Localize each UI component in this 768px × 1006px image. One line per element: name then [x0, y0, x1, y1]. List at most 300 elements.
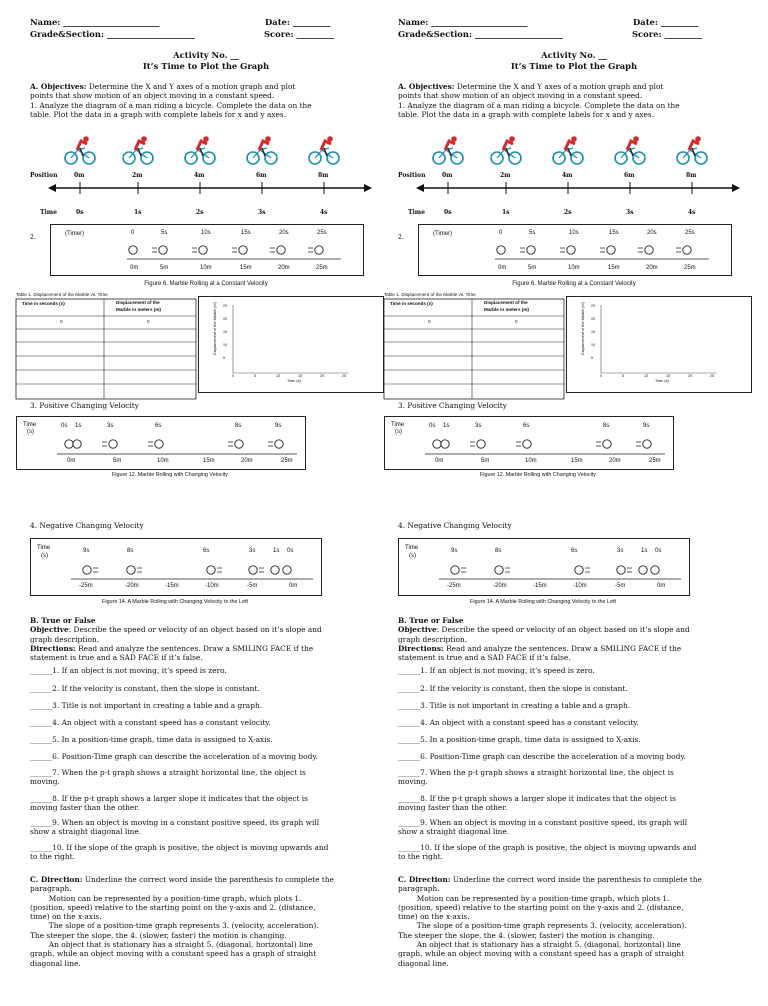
section4-heading: 4. Negative Changing Velocity	[30, 521, 144, 530]
figure6-distance: 25m	[316, 265, 328, 271]
figure12-distance: 10m	[157, 458, 169, 464]
figure12-time: 1s	[443, 423, 450, 429]
true-false-item: ______8. If the p-t graph shows a larger slope it indicates that the object is	[30, 794, 308, 803]
true-false-item: ______7. When the p-t graph shows a straight horizontal line, the object is	[30, 768, 306, 777]
time-label: Time	[408, 209, 425, 216]
graph-ylabel: Displacement of the Marble (m)	[213, 302, 217, 355]
figure12-distance: 25m	[281, 458, 293, 464]
motion-lines-icon	[217, 568, 222, 572]
section-c: C. Direction: Underline the correct word inside the parenthesis to complete the paragraph. Motion can be represented by a position-time graph, which plots 1. (position, speed) relative to the starting point on the y-axis and 2. (distance, time) on the x-axis. The slope of a position-time graph represents 3. (velocity, acceleration). The steeper the slope, the 4. (slower, faster) the motion is changing. An object that is stationary has a straight 5. (diagonal, horizontal) line graph, while an object moving with a constant speed has a graph of straight diagonal line.	[398, 875, 750, 968]
figure14-distance: -5m	[247, 583, 258, 589]
s3-time-unit: (s)	[27, 429, 34, 435]
marble-icon	[315, 246, 323, 254]
figure6-time: 15s	[241, 230, 251, 236]
objectives-heading: A. Objectives:	[398, 82, 455, 91]
cyclist-icon	[433, 136, 463, 164]
figure14-time: 6s	[203, 548, 210, 554]
objectives: A. Objectives: Determine the X and Y axes of a motion graph and plot points that show motion of an object moving in a constant speed. 1. Analyze the diagram of a man riding a bicycle. Complete the data on the table. Plot the data in a graph with complete labels for x and y axes.	[398, 82, 680, 119]
date-field: Date: _________	[633, 17, 699, 27]
section-c-line: Motion can be represented by a position-time graph, which plots 1.	[398, 893, 670, 903]
graph-ylabel: Displacement of the Marble (m)	[581, 302, 585, 355]
section-c-line: Motion can be represented by a position-time graph, which plots 1.	[30, 893, 302, 903]
figure12-time: 0s	[429, 423, 436, 429]
section-c-line: time) on the x-axis.	[398, 912, 470, 922]
true-false-item: show a straight diagonal line.	[398, 827, 510, 836]
figure12-time: 8s	[603, 423, 610, 429]
marble-icon	[65, 440, 73, 448]
figure6-time: 0	[131, 230, 135, 236]
section-c-line: An object that is stationary has a straight 5. (diagonal, horizontal) line	[30, 940, 313, 950]
marble-icon	[683, 246, 691, 254]
score-field: Score: _________	[264, 29, 335, 39]
figure14-distance: -25m	[79, 583, 93, 589]
true-false-item: to the right.	[398, 852, 443, 861]
section-c-line: paragraph.	[398, 884, 440, 894]
time-value: 1s	[502, 209, 510, 216]
axis-arrow-left	[416, 184, 424, 192]
section3-heading: 3. Positive Changing Velocity	[30, 401, 139, 410]
s4-time-unit: (s)	[409, 553, 416, 559]
cyclist-icon	[247, 136, 277, 164]
table1-grid	[16, 299, 196, 399]
figure12-distance: 25m	[649, 458, 661, 464]
table1-col2a: Displacement of the	[116, 300, 160, 305]
worksheet-right	[384, 0, 750, 1006]
activity-number: Activity No. __	[541, 50, 607, 60]
marble-icon	[199, 246, 207, 254]
figure12-distance: 0m	[67, 458, 76, 464]
true-false-item: ______2. If the velocity is constant, then the slope is constant.	[30, 684, 260, 693]
position-value: 8m	[686, 172, 697, 179]
motion-lines-icon	[470, 442, 475, 446]
true-false-item: to the right.	[30, 852, 75, 861]
figure6-time: 5s	[161, 230, 168, 236]
s4-time-unit: (s)	[41, 553, 48, 559]
position-value: 0m	[74, 172, 85, 179]
motion-lines-icon	[232, 248, 237, 252]
motion-lines-icon	[148, 442, 153, 446]
objectives: A. Objectives: Determine the X and Y axes of a motion graph and plot points that show motion of an object moving in a constant speed. 1. Analyze the diagram of a man riding a bicycle. Complete the data on the table. Plot the data in a graph with complete labels for x and y axes.	[30, 82, 312, 119]
marble-icon	[441, 440, 449, 448]
section-b: B. True or False Objective: Describe the speed or velocity of an object based on it’s slope and graph description. Directions: Read and analyze the sentences. Draw a SMILING FACE if the statement is true and a SAD FACE if it’s false.	[30, 616, 382, 662]
activity-title: It’s Time to Plot the Graph	[510, 61, 638, 71]
true-false-item: ______5. In a position-time graph, time data is assigned to X-axis.	[398, 735, 641, 744]
true-false-item: ______2. If the velocity is constant, then the slope is constant.	[398, 684, 628, 693]
section-c-line: An object that is stationary has a straight 5. (diagonal, horizontal) line	[398, 940, 681, 950]
figure6-distance: 15m	[608, 265, 620, 271]
marble-icon	[607, 246, 615, 254]
figure14-time: 1s	[641, 548, 648, 554]
figure6-distance: 5m	[160, 265, 169, 271]
figure14-distance: -20m	[125, 583, 139, 589]
figure6-time: 10s	[569, 230, 579, 236]
bicycle-diagram	[30, 132, 382, 224]
figure12-distance: 20m	[241, 458, 253, 464]
figure12-time: 6s	[523, 423, 530, 429]
marble-icon	[159, 246, 167, 254]
table1-col2b: Marble in meters (m)	[116, 307, 161, 312]
graph-ytick: 10	[591, 343, 595, 347]
figure14-time: 9s	[83, 548, 90, 554]
section-b: B. True or False Objective: Describe the speed or velocity of an object based on it’s slope and graph description. Directions: Read and analyze the sentences. Draw a SMILING FACE if the statement is true and a SAD FACE if it’s false.	[398, 616, 750, 662]
true-false-item: moving.	[30, 777, 60, 786]
score-field: Score: _________	[632, 29, 703, 39]
true-false-item: ______8. If the p-t graph shows a larger slope it indicates that the object is	[398, 794, 676, 803]
section-c-line: (position, speed) relative to the starting point on the y-axis and 2. (distance,	[30, 902, 316, 912]
figure12-time: 3s	[475, 423, 482, 429]
graph-xtick: 5	[622, 374, 624, 378]
time-value: 3s	[626, 209, 634, 216]
figure6-time: 10s	[201, 230, 211, 236]
position-value: 4m	[194, 172, 205, 179]
table1-cell-disp-0: 0	[515, 319, 518, 324]
figure14-caption: Figure 14. A Marble Rolling with Changing Velocity to the Left	[470, 599, 616, 605]
marble-icon	[651, 566, 659, 574]
cyclist-icon	[615, 136, 645, 164]
figure14-time: 0s	[655, 548, 662, 554]
section-c-paragraph	[398, 884, 750, 968]
figure14-distance: -20m	[493, 583, 507, 589]
graph-xtick: 0	[600, 374, 602, 378]
figure12-distance: 20m	[609, 458, 621, 464]
graph-xtick: 0	[232, 374, 234, 378]
figure14-box	[398, 538, 690, 596]
position-value: 0m	[442, 172, 453, 179]
figure14-distance: -10m	[573, 583, 587, 589]
true-false-item: ______3. Title is not important in creating a table and a graph.	[398, 701, 631, 710]
table1-col1: Time in seconds (s)	[390, 301, 433, 306]
figure12-distance: 10m	[525, 458, 537, 464]
true-false-item: ______6. Position-Time graph can describe the acceleration of a moving body.	[398, 752, 686, 761]
position-value: 6m	[256, 172, 267, 179]
marble-icon	[567, 246, 575, 254]
motion-lines-icon	[228, 442, 233, 446]
graph-xtick: 15	[298, 374, 302, 378]
figure14-box	[30, 538, 322, 596]
true-false-item: ______9. When an object is moving in a constant positive speed, its graph will	[30, 818, 320, 827]
section-b-heading: B. True or False	[398, 616, 464, 625]
graph-ytick: 20	[591, 317, 595, 321]
time-value: 1s	[134, 209, 142, 216]
figure14-time: 0s	[287, 548, 294, 554]
motion-lines-icon	[102, 442, 107, 446]
figure6-distance: 20m	[646, 265, 658, 271]
s4-time-label: Time	[405, 545, 419, 551]
figure12-time: 3s	[107, 423, 114, 429]
figure6-time: 0	[499, 230, 503, 236]
figure12-distance: 15m	[571, 458, 583, 464]
true-false-item: ______6. Position-Time graph can describe the acceleration of a moving body.	[30, 752, 318, 761]
figure12-distance: 0m	[435, 458, 444, 464]
true-false-item: ______4. An object with a constant speed has a constant velocity.	[30, 718, 271, 727]
graph-ytick: 15	[591, 330, 595, 334]
figure6-time: 25s	[317, 230, 327, 236]
axis-arrow-right	[732, 184, 740, 192]
figure14-time: 3s	[249, 548, 256, 554]
table1-cell-time-0: 0	[60, 319, 63, 324]
table1	[16, 299, 196, 399]
figure6-time: 5s	[529, 230, 536, 236]
cyclist-icon	[491, 136, 521, 164]
true-false-item: moving.	[398, 777, 428, 786]
cyclist-icon	[677, 136, 707, 164]
true-false-item: ______4. An object with a constant speed has a constant velocity.	[398, 718, 639, 727]
motion-lines-icon	[560, 248, 565, 252]
true-false-item: ______9. When an object is moving in a constant positive speed, its graph will	[398, 818, 688, 827]
marble-icon	[575, 566, 583, 574]
figure14-time: 1s	[273, 548, 280, 554]
section-c-line: (position, speed) relative to the starting point on the y-axis and 2. (distance,	[398, 902, 684, 912]
s3-time-unit: (s)	[395, 429, 402, 435]
time-value: 0s	[444, 209, 452, 216]
graph-box	[198, 296, 384, 393]
cyclist-icon	[65, 136, 95, 164]
motion-lines-icon	[93, 568, 98, 572]
position-value: 8m	[318, 172, 329, 179]
section-c-paragraph	[30, 884, 382, 968]
graph-ytick: 25	[223, 304, 227, 308]
activity-number: Activity No. __	[173, 50, 239, 60]
s3-time-label: Time	[391, 422, 405, 428]
true-false-item: ______3. Title is not important in creating a table and a graph.	[30, 701, 263, 710]
table1-caption: Table 1. Displacement of the Marble vs. Time	[384, 292, 476, 297]
figure14-time: 3s	[617, 548, 624, 554]
figure6-distance: 15m	[240, 265, 252, 271]
section-c-line: time) on the x-axis.	[30, 912, 102, 922]
table1-grid	[384, 299, 564, 399]
name-field: Name: _______________________	[30, 17, 160, 27]
motion-lines-icon	[259, 568, 264, 572]
figure12-box	[384, 416, 674, 470]
marble-icon	[83, 566, 91, 574]
figure6-box	[50, 224, 364, 276]
figure12-box	[16, 416, 306, 470]
grade-section-field: Grade&Section: _____________________	[30, 29, 195, 39]
marble-icon	[207, 566, 215, 574]
section-c-line: diagonal line.	[30, 958, 81, 968]
figure12-distance: 5m	[113, 458, 122, 464]
marble-icon	[73, 440, 81, 448]
graph-ytick: 20	[223, 317, 227, 321]
motion-lines-icon	[152, 248, 157, 252]
graph-xlabel: Time (s)	[655, 379, 669, 383]
time-value: 4s	[320, 209, 328, 216]
section-c-line: graph, while an object moving with a constant speed has a graph of straight	[398, 949, 685, 959]
motion-lines-icon	[520, 248, 525, 252]
figure12-caption: Figure 12. Marble Rolling with Changing Velocity	[112, 472, 228, 478]
marble-icon	[603, 440, 611, 448]
figure6-distance: 10m	[568, 265, 580, 271]
marble-icon	[433, 440, 441, 448]
graph-xtick: 5	[254, 374, 256, 378]
figure12-time: 6s	[155, 423, 162, 429]
motion-lines-icon	[636, 442, 641, 446]
motion-lines-icon	[270, 248, 275, 252]
time-label: Time	[40, 209, 57, 216]
figure6-number: 2.	[30, 234, 36, 241]
worksheet-left	[16, 0, 382, 1006]
true-false-item: ______5. In a position-time graph, time data is assigned to X-axis.	[30, 735, 273, 744]
table1-caption: Table 1. Displacement of the Marble vs. Time	[16, 292, 108, 297]
marble-icon	[495, 566, 503, 574]
cyclist-icon	[309, 136, 339, 164]
section-c: C. Direction: Underline the correct word inside the parenthesis to complete the paragraph. Motion can be represented by a position-time graph, which plots 1. (position, speed) relative to the starting point on the y-axis and 2. (distance, time) on the x-axis. The slope of a position-time graph represents 3. (velocity, acceleration). The steeper the slope, the 4. (slower, faster) the motion is changing. An object that is stationary has a straight 5. (diagonal, horizontal) line graph, while an object moving with a constant speed has a graph of straight diagonal line.	[30, 875, 382, 968]
figure12-time: 0s	[61, 423, 68, 429]
bicycle-diagram	[398, 132, 750, 224]
graph-ytick: 5	[591, 356, 593, 360]
position-value: 6m	[624, 172, 635, 179]
marble-icon	[277, 246, 285, 254]
figure12-time: 9s	[275, 423, 282, 429]
motion-lines-icon	[638, 248, 643, 252]
figure14-caption: Figure 14. A Marble Rolling with Changing Velocity to the Left	[102, 599, 248, 605]
true-false-item: ______10. If the slope of the graph is positive, the object is moving upwards and	[398, 843, 697, 852]
section4-heading: 4. Negative Changing Velocity	[398, 521, 512, 530]
marble-icon	[645, 246, 653, 254]
figure6-time: 20s	[647, 230, 657, 236]
section-c-heading: C. Direction:	[398, 875, 451, 884]
marble-icon	[129, 246, 137, 254]
figure6-distance: 25m	[684, 265, 696, 271]
table1-cell-time-0: 0	[428, 319, 431, 324]
table1-col1: Time in seconds (s)	[22, 301, 65, 306]
position-label: Position	[30, 172, 58, 179]
marble-icon	[127, 566, 135, 574]
marble-icon	[155, 440, 163, 448]
section-c-line: paragraph.	[30, 884, 72, 894]
true-false-item: moving faster than the other.	[30, 803, 140, 812]
section-c-line: diagonal line.	[398, 958, 449, 968]
time-value: 2s	[196, 209, 204, 216]
marble-icon	[451, 566, 459, 574]
figure14-time: 8s	[127, 548, 134, 554]
s3-time-label: Time	[23, 422, 37, 428]
section-c-line: The steeper the slope, the 4. (slower, faster) the motion is changing.	[30, 930, 287, 940]
true-false-item: ______7. When the p-t graph shows a straight horizontal line, the object is	[398, 768, 674, 777]
motion-lines-icon	[627, 568, 632, 572]
graph-xtick: 20	[320, 374, 324, 378]
figure6-time: 25s	[685, 230, 695, 236]
marble-icon	[477, 440, 485, 448]
marble-icon	[497, 246, 505, 254]
timer-label: (Timer)	[433, 231, 453, 237]
section-c-line: The steeper the slope, the 4. (slower, faster) the motion is changing.	[398, 930, 655, 940]
figure14-distance: -15m	[165, 583, 179, 589]
date-field: Date: _________	[265, 17, 331, 27]
time-value: 4s	[688, 209, 696, 216]
section-c-line: The slope of a position-time graph represents 3. (velocity, acceleration).	[30, 921, 319, 931]
position-value: 2m	[132, 172, 143, 179]
section3-heading: 3. Positive Changing Velocity	[398, 401, 507, 410]
motion-lines-icon	[308, 248, 313, 252]
motion-lines-icon	[505, 568, 510, 572]
figure6-number: 2.	[398, 234, 404, 241]
time-value: 0s	[76, 209, 84, 216]
figure6-distance: 0m	[130, 265, 139, 271]
table1	[384, 299, 564, 399]
motion-lines-icon	[268, 442, 273, 446]
grade-section-field: Grade&Section: _____________________	[398, 29, 563, 39]
figure14-distance: 0m	[657, 583, 666, 589]
section-c-line: graph, while an object moving with a constant speed has a graph of straight	[30, 949, 317, 959]
position-value: 4m	[562, 172, 573, 179]
objectives-heading: A. Objectives:	[30, 82, 87, 91]
figure14-time: 8s	[495, 548, 502, 554]
time-value: 2s	[564, 209, 572, 216]
marble-icon	[283, 566, 291, 574]
graph-xtick: 25	[710, 374, 714, 378]
motion-lines-icon	[137, 568, 142, 572]
time-value: 3s	[258, 209, 266, 216]
graph-ytick: 25	[591, 304, 595, 308]
graph-ytick: 15	[223, 330, 227, 334]
graph-ytick: 10	[223, 343, 227, 347]
axis-arrow-right	[364, 184, 372, 192]
section-c-heading: C. Direction:	[30, 875, 83, 884]
motion-lines-icon	[600, 248, 605, 252]
table1-col2a: Displacement of the	[484, 300, 528, 305]
cyclist-icon	[123, 136, 153, 164]
marble-icon	[639, 566, 647, 574]
true-false-item: ______1. If an object is not moving, it’s speed is zero.	[398, 666, 595, 675]
figure12-time: 9s	[643, 423, 650, 429]
marble-icon	[643, 440, 651, 448]
marble-icon	[235, 440, 243, 448]
figure12-distance: 5m	[481, 458, 490, 464]
marble-icon	[239, 246, 247, 254]
marble-icon	[109, 440, 117, 448]
position-value: 2m	[500, 172, 511, 179]
marble-icon	[275, 440, 283, 448]
figure6-time: 15s	[609, 230, 619, 236]
marble-icon	[523, 440, 531, 448]
motion-lines-icon	[461, 568, 466, 572]
name-field: Name: _______________________	[398, 17, 528, 27]
motion-lines-icon	[676, 248, 681, 252]
motion-lines-icon	[596, 442, 601, 446]
motion-lines-icon	[516, 442, 521, 446]
figure14-time: 6s	[571, 548, 578, 554]
section-b-heading: B. True or False	[30, 616, 96, 625]
true-false-item: ______10. If the slope of the graph is positive, the object is moving upwards and	[30, 843, 329, 852]
figure12-distance: 15m	[203, 458, 215, 464]
figure12-caption: Figure 12. Marble Rolling with Changing Velocity	[480, 472, 596, 478]
figure12-time: 8s	[235, 423, 242, 429]
marble-icon	[527, 246, 535, 254]
figure6-time: 20s	[279, 230, 289, 236]
figure6-distance: 5m	[528, 265, 537, 271]
marble-icon	[617, 566, 625, 574]
activity-title: It’s Time to Plot the Graph	[142, 61, 270, 71]
table1-cell-disp-0: 0	[147, 319, 150, 324]
figure14-time: 9s	[451, 548, 458, 554]
cyclist-icon	[553, 136, 583, 164]
graph-xtick: 10	[644, 374, 648, 378]
figure6-distance: 10m	[200, 265, 212, 271]
figure14-distance: -25m	[447, 583, 461, 589]
timer-label: (Timer)	[65, 231, 85, 237]
marble-icon	[249, 566, 257, 574]
figure14-distance: 0m	[289, 583, 298, 589]
figure6-distance: 0m	[498, 265, 507, 271]
figure12-time: 1s	[75, 423, 82, 429]
motion-lines-icon	[585, 568, 590, 572]
graph-xtick: 15	[666, 374, 670, 378]
figure14-distance: -10m	[205, 583, 219, 589]
figure6-distance: 20m	[278, 265, 290, 271]
figure14-distance: -5m	[615, 583, 626, 589]
table1-col2b: Marble in meters (m)	[484, 307, 529, 312]
